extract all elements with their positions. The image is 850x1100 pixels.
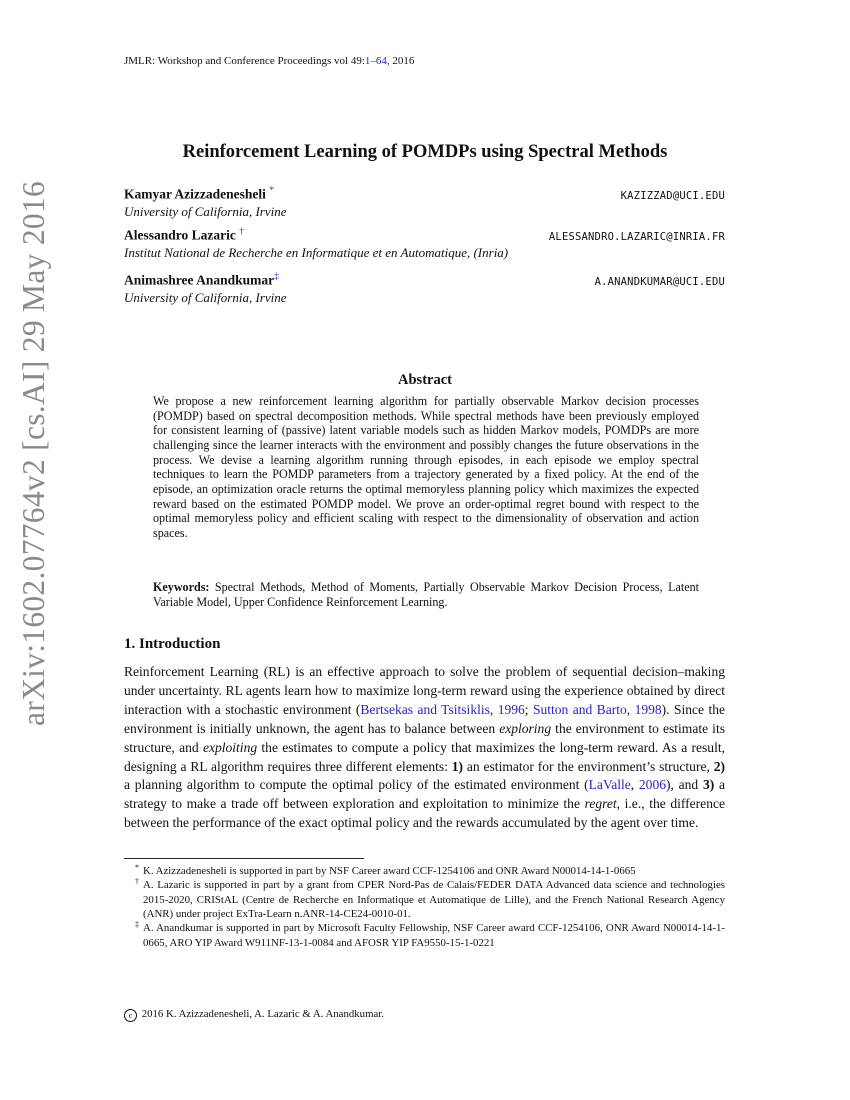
header-prefix: JMLR: Workshop and Conference Proceedings vol 49: xyxy=(124,55,365,67)
footnote-rule xyxy=(124,858,364,859)
footnote xyxy=(124,878,725,921)
emphasis: exploring xyxy=(499,720,552,736)
copyright-notice xyxy=(124,1008,384,1022)
intro-text: a strategy to make a trade off between exploration and exploitation to minimize the xyxy=(124,777,725,812)
intro-text: , i.e., the difference between the performance of the exact optimal policy and the rewards accumulated by the agent over time. xyxy=(124,796,725,831)
citation-link[interactable]: Bertsekas and Tsitsiklis xyxy=(360,701,490,717)
author-name-text: Animashree Anandkumar xyxy=(124,272,275,288)
author-footnote-mark[interactable]: † xyxy=(239,227,244,237)
section-heading-introduction: 1. Introduction xyxy=(124,636,221,652)
intro-text: a planning algorithm to compute the optimal policy of the estimated environment ( xyxy=(124,777,589,793)
enum-marker: 3) xyxy=(702,777,715,793)
author-email: KAZIZZAD@UCI.EDU xyxy=(620,189,725,202)
author-affiliation: Institut National de Recherche en Informatique et en Automatique, (Inria) xyxy=(124,244,509,260)
author-3 xyxy=(124,272,725,306)
footnote xyxy=(124,921,725,950)
author-2 xyxy=(124,227,725,261)
enum-marker: 2) xyxy=(713,758,725,774)
header-suffix: , 2016 xyxy=(386,55,415,67)
intro-text: , xyxy=(626,701,635,717)
footnote xyxy=(124,864,725,878)
intro-text: the environment to estimate its structure, and xyxy=(124,720,725,755)
author-affiliation: University of California, Irvine xyxy=(124,289,287,305)
abstract-heading: Abstract xyxy=(398,372,452,388)
footnote-text: A. Anandkumar is supported in part by Microsoft Faculty Fellowship, NSF Career award CCF-1254106, ONR Award N00014-14-1-0665, ARO YIP Award W911NF-13-1-0084 and AFOSR YIP FA9550-15-1-0221 xyxy=(143,922,725,949)
intro-text: Reinforcement Learning (RL) is an effective approach to solve the problem of sequential decision–making under uncertainty. RL agents learn how to maximize long-term reward using the experience obtained by direct interaction with a stochastic environment ( xyxy=(124,664,725,717)
author-name-text: Kamyar Azizzadenesheli xyxy=(124,186,266,202)
author-email: ALESSANDRO.LAZARIC@INRIA.FR xyxy=(548,230,725,243)
footnote-text: K. Azizzadenesheli is supported in part by NSF Career award CCF-1254106 and ONR Award N00014-14-1-0665 xyxy=(143,865,636,877)
header-pages-link[interactable]: 1–64 xyxy=(364,55,387,67)
copyright-text: 2016 K. Azizzadenesheli, A. Lazaric & A. Anandkumar. xyxy=(139,1008,384,1020)
citation-link[interactable]: LaValle xyxy=(588,777,631,793)
keywords-label: Keywords: xyxy=(153,580,210,594)
footnote-mark: * xyxy=(135,863,139,872)
citation-year-link[interactable]: 1998 xyxy=(634,701,662,717)
intro-text: ). Since the environment is initially unknown, the agent has to balance between xyxy=(124,701,725,736)
footnotes xyxy=(124,864,725,950)
author-affiliation: University of California, Irvine xyxy=(124,203,287,219)
citation-year-link[interactable]: 2006 xyxy=(638,777,666,793)
intro-text: ; xyxy=(524,701,533,717)
author-name xyxy=(124,227,244,244)
intro-text: ), and xyxy=(666,777,703,793)
citation-year-link[interactable]: 1996 xyxy=(497,701,525,717)
arxiv-side-stamp: arXiv:1602.07764v2 [cs.AI] 29 May 2016 xyxy=(16,180,51,726)
journal-header xyxy=(124,55,414,67)
author-1 xyxy=(124,186,725,220)
intro-text: , xyxy=(489,701,498,717)
author-name xyxy=(124,272,279,289)
emphasis: regret xyxy=(584,796,617,812)
keywords xyxy=(153,580,699,609)
author-email: A.ANANDKUMAR@UCI.EDU xyxy=(594,275,725,288)
author-name-text: Alessandro Lazaric xyxy=(124,227,236,243)
intro-text: an estimator for the environment’s structure, xyxy=(463,758,714,774)
footnote-mark: † xyxy=(135,877,139,887)
keywords-text: Spectral Methods, Method of Moments, Partially Observable Markov Decision Process, Latent Variable Model, Upper Confidence Reinforcement Learning. xyxy=(153,580,699,609)
intro-text: , xyxy=(630,777,639,793)
intro-paragraph xyxy=(124,663,725,833)
author-footnote-mark[interactable]: ‡ xyxy=(274,272,279,282)
citation-link[interactable]: Sutton and Barto xyxy=(532,701,627,717)
author-footnote-mark[interactable]: * xyxy=(269,186,274,196)
footnote-text: A. Lazaric is supported in part by a grant from CPER Nord-Pas de Calais/FEDER DATA Advanced data science and technologies 2015-2020, CRIStAL (Centre de Recherche en Informatique et Automatique de Lille), and the French National Research Agency (ANR) under project ExTra-Learn n.ANR-14-CE24-0010-01. xyxy=(143,879,725,921)
abstract-text: We propose a new reinforcement learning algorithm for partially observable Markov decision processes (POMDP) based on spectral decomposition methods. While spectral methods have been previously employed for consistent learning of (passive) latent variable models such as hidden Markov models, POMDPs are more challenging since the learner interacts with the environment and possibly changes the future observations in the process. We devise a learning algorithm running through episodes, in each episode we employ spectral techniques to learn the POMDP parameters from a trajectory generated by a fixed policy. At the end of the episode, an optimization oracle returns the optimal memoryless planning policy which maximizes the expected reward based on the estimated POMDP model. We prove an order-optimal regret bound with respect to the optimal memoryless policy and efficient scaling with respect to the dimensionality of observation and action spaces. xyxy=(153,394,699,540)
copyright-symbol: c xyxy=(124,1009,137,1022)
author-name xyxy=(124,186,274,203)
intro-text: the estimates to compute a policy that maximizes the long-term reward. As a result, designing a RL algorithm requires three different elements: xyxy=(124,739,725,774)
footnote-mark: ‡ xyxy=(135,920,139,930)
paper-title: Reinforcement Learning of POMDPs using Spectral Methods xyxy=(182,142,668,162)
enum-marker: 1) xyxy=(451,758,464,774)
emphasis: exploiting xyxy=(202,739,258,755)
